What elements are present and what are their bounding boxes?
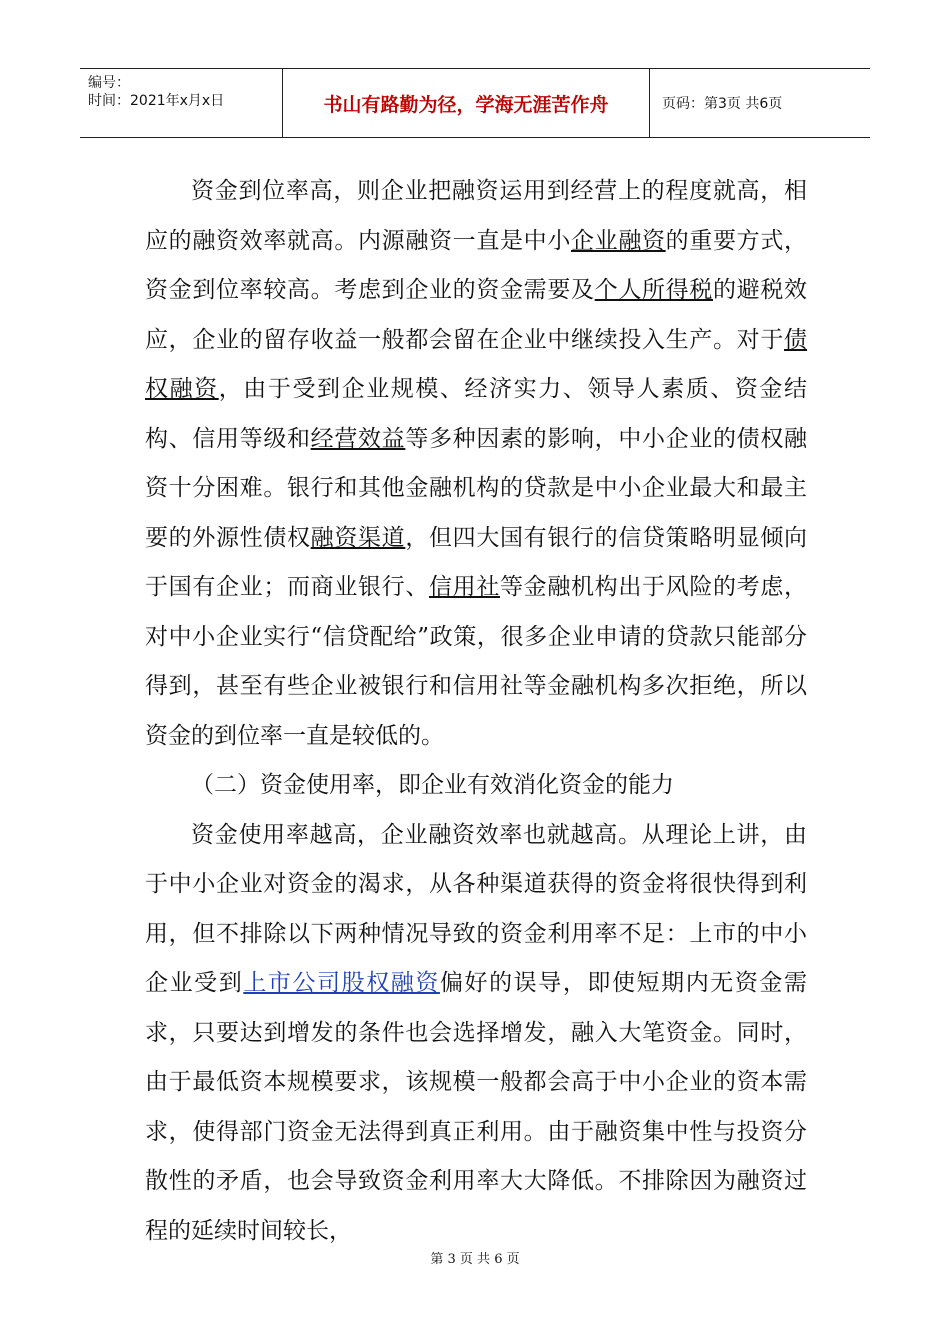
text-run: 的避税效应，企业的留存收益一般都会留在企业中继续投入生产。对于 xyxy=(145,277,808,353)
link-credit-union[interactable]: 信用社 xyxy=(429,574,500,600)
page-footer: 第 3 页 共 6 页 xyxy=(430,1252,520,1267)
link-operating-efficiency[interactable]: 经营效益 xyxy=(310,425,406,452)
text-run: 资金使用率越高，企业融资效率也就越高。从理论上讲，由于中小企业对资金的渴求，从各种渠道获得的资金将很快得到利用，但不排除以下两种情况导致的资金利用率不足：上市的中小企业受到 xyxy=(145,821,807,996)
page-info: 页码：第3页 共6页 xyxy=(662,96,783,112)
text-run: 偏好的误导，即使短期内无资金需求，只要达到增发的条件也会选择增发，融入大笔资金。同时，由于最低资本规模要求，该规模一般都会高于中小企业的资本需求，使得部门资金无法得到真正利用。由于融资集中性与投资分散性的矛盾，也会导致资金利用率大大降低。不排除因为融资过程的延续时间较长， xyxy=(145,970,808,1244)
text-run: 等多种因素的影响，中小企业的债权融资十分困难。银行和其他金融机构的贷款是中小企业最大和最主要的外源性债权 xyxy=(145,425,808,551)
text-run: ，由于受到企业规模、经济实力、领导人素质、资金结构、信用等级和 xyxy=(145,376,808,452)
header-motto-cell xyxy=(283,69,650,137)
paragraph-2 xyxy=(145,811,807,1257)
text-run: 资金到位率高，则企业把融资运用到经营上的程度就高，相应的融资效率就高。内源融资一直是中小 xyxy=(145,178,807,254)
time-label: 时间：2021年x月x日 xyxy=(88,93,225,109)
text-run: ，但四大国有银行的信贷策略明显倾向于国有企业；而商业银行、 xyxy=(145,524,808,600)
link-listed-company-equity-financing[interactable]: 上市公司股权融资 xyxy=(243,970,440,996)
text-run: 的重要方式，资金到位率较高。考虑到企业的资金需要及 xyxy=(145,227,808,303)
link-enterprise-financing[interactable]: 企业融资 xyxy=(571,227,666,254)
header-page-cell xyxy=(650,69,870,137)
header-meta-cell xyxy=(80,69,283,137)
section-heading: （二）资金使用率，即企业有效消化资金的能力 xyxy=(191,772,674,798)
paragraph-1 xyxy=(145,167,807,761)
link-debt-financing[interactable]: 债权融资 xyxy=(145,326,807,402)
link-financing-channels[interactable]: 融资渠道 xyxy=(310,524,406,551)
document-header xyxy=(80,68,870,138)
number-label: 编号： xyxy=(88,75,130,91)
link-personal-income-tax[interactable]: 个人所得税 xyxy=(594,277,714,303)
document-body xyxy=(145,167,807,1256)
motto: 书山有路勤为径，学海无涯苦作舟 xyxy=(323,94,609,116)
text-run: 等金融机构出于风险的考虑，对中小企业实行“信贷配给”政策，很多企业申请的贷款只能部分得到，甚至有些企业被银行和信用社等金融机构多次拒绝，所以资金的到位率一直是较低的。 xyxy=(145,574,808,749)
